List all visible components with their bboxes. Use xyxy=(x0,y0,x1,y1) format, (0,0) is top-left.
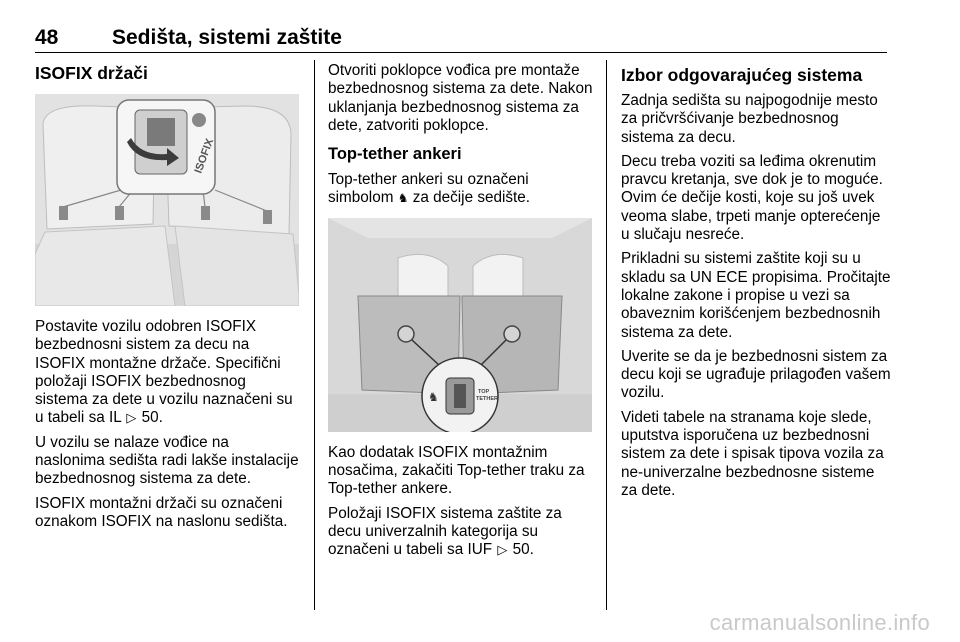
child-seat-icon: ♞ xyxy=(428,389,439,404)
isofix-seat-figure xyxy=(35,94,299,306)
chapter-title: Sedišta, sistemi zaštite xyxy=(112,26,342,49)
page-number: 48 xyxy=(35,26,59,49)
column-1 xyxy=(35,62,301,537)
col2-p4-text: Položaji ISOFIX sistema zaštite za decu univerzalnih kategorija su označeni u tabeli sa IUF xyxy=(328,504,562,559)
isofix-anchor-2 xyxy=(115,206,124,220)
headrest-left xyxy=(398,254,448,296)
col3-paragraph-2: Decu treba voziti sa leđima okrenutim pravcu kretanja, sve dok je to moguće. Ovim će dečije kosti, koje su još uvek veoma slabe, trpeti manje opterećenje u slučaju nesreće. xyxy=(621,152,883,244)
col2-paragraph-1: Otvoriti poklopce vođica pre montaže bezbednosnog sistema za dete. Nakon uklanjanja bezbednosnog sistema za dete, zatvoriti poklopce. xyxy=(328,62,593,134)
isofix-anchor-4 xyxy=(263,210,272,224)
col3-paragraph-5: Videti tabele na stranama koje slede, uputstva isporučena uz bezbednosni sistem za dete i spisak tipova vozila za ne-univerzalne bezbednosne sisteme za dete. xyxy=(621,408,884,499)
top-tether-figure xyxy=(328,218,592,432)
col2-paragraph-2 xyxy=(328,171,594,208)
isofix-figure-label: ISOFIX xyxy=(192,137,217,176)
col1-paragraph-1 xyxy=(35,318,301,428)
tether-anchor-hook xyxy=(454,384,466,408)
tether-anchor-left xyxy=(398,326,414,342)
col3-paragraph-3: Prikladni su sistemi zaštite koji su u skladu sa UN ECE propisima. Pročitajte lokalne zakone i propise u vezi sa obaveznim korišćenjem bezbednosnih sistema za dete. xyxy=(621,250,891,341)
column-divider-2 xyxy=(606,60,607,610)
column-2 xyxy=(328,62,594,566)
section-heading-isofix: ISOFIX držači xyxy=(35,63,148,83)
column-divider-1 xyxy=(314,60,315,610)
seat-cushion-left xyxy=(35,226,175,306)
tether-anchor-right xyxy=(504,326,520,342)
isofix-emblem xyxy=(192,113,206,127)
isofix-anchor-3 xyxy=(201,206,210,220)
ref-arrow-icon: ▷ xyxy=(497,542,508,558)
seat-cushion-right xyxy=(175,226,299,306)
child-seat-icon: ♞ xyxy=(397,191,409,206)
tether-label-top: TOP xyxy=(478,388,490,395)
section-heading-system-choice: Izbor odgovarajućeg sistema xyxy=(621,65,863,85)
col1-paragraph-2: U vozilu se nalaze vođice na naslonima sedišta radi lakše instalacije bezbednosnog sistema za dete. xyxy=(35,433,299,488)
col2-paragraph-4 xyxy=(328,505,594,560)
watermark: carmanualsonline.info xyxy=(709,610,930,635)
col1-paragraph-3: ISOFIX montažni držači su označeni oznakom ISOFIX na naslonu sedišta. xyxy=(35,494,288,530)
col1-p1-text: Postavite vozilu odobren ISOFIX bezbednosni sistem za decu na ISOFIX montažne držače. Specifični položaji ISOFIX bezbednosnog sistema za dete u vozilu naznačeni su u tabeli sa IL xyxy=(35,318,293,427)
ref-arrow-icon: ▷ xyxy=(126,410,137,426)
isofix-anchor-1 xyxy=(59,206,68,220)
column-3 xyxy=(621,62,891,506)
col3-paragraph-4: Uverite se da je bezbednosni sistem za decu koji se ugrađuje prilagođen vašem vozilu. xyxy=(621,347,891,402)
section-heading-top-tether: Top-tether ankeri xyxy=(328,145,462,164)
col3-paragraph-1: Zadnja sedišta su najpogodnije mesto za pričvršćivanje bezbednosnog sistema za decu. xyxy=(621,92,878,146)
tether-label-bottom: TETHER xyxy=(476,395,498,402)
col2-p2-text-after: za dečije sedište. xyxy=(412,189,531,207)
page-header xyxy=(35,24,887,53)
col2-p4-ref-page: 50. xyxy=(512,541,534,559)
col1-p1-ref-page: 50. xyxy=(141,409,163,427)
headrest-right xyxy=(473,254,523,296)
col2-p2-text-before: Top-tether ankeri su označeni simbolom xyxy=(328,171,529,207)
col2-paragraph-3: Kao dodatak ISOFIX montažnim nosačima, zakačiti Top-tether traku za Top-tether ankere. xyxy=(328,443,585,498)
isofix-guide-slot xyxy=(147,118,175,146)
